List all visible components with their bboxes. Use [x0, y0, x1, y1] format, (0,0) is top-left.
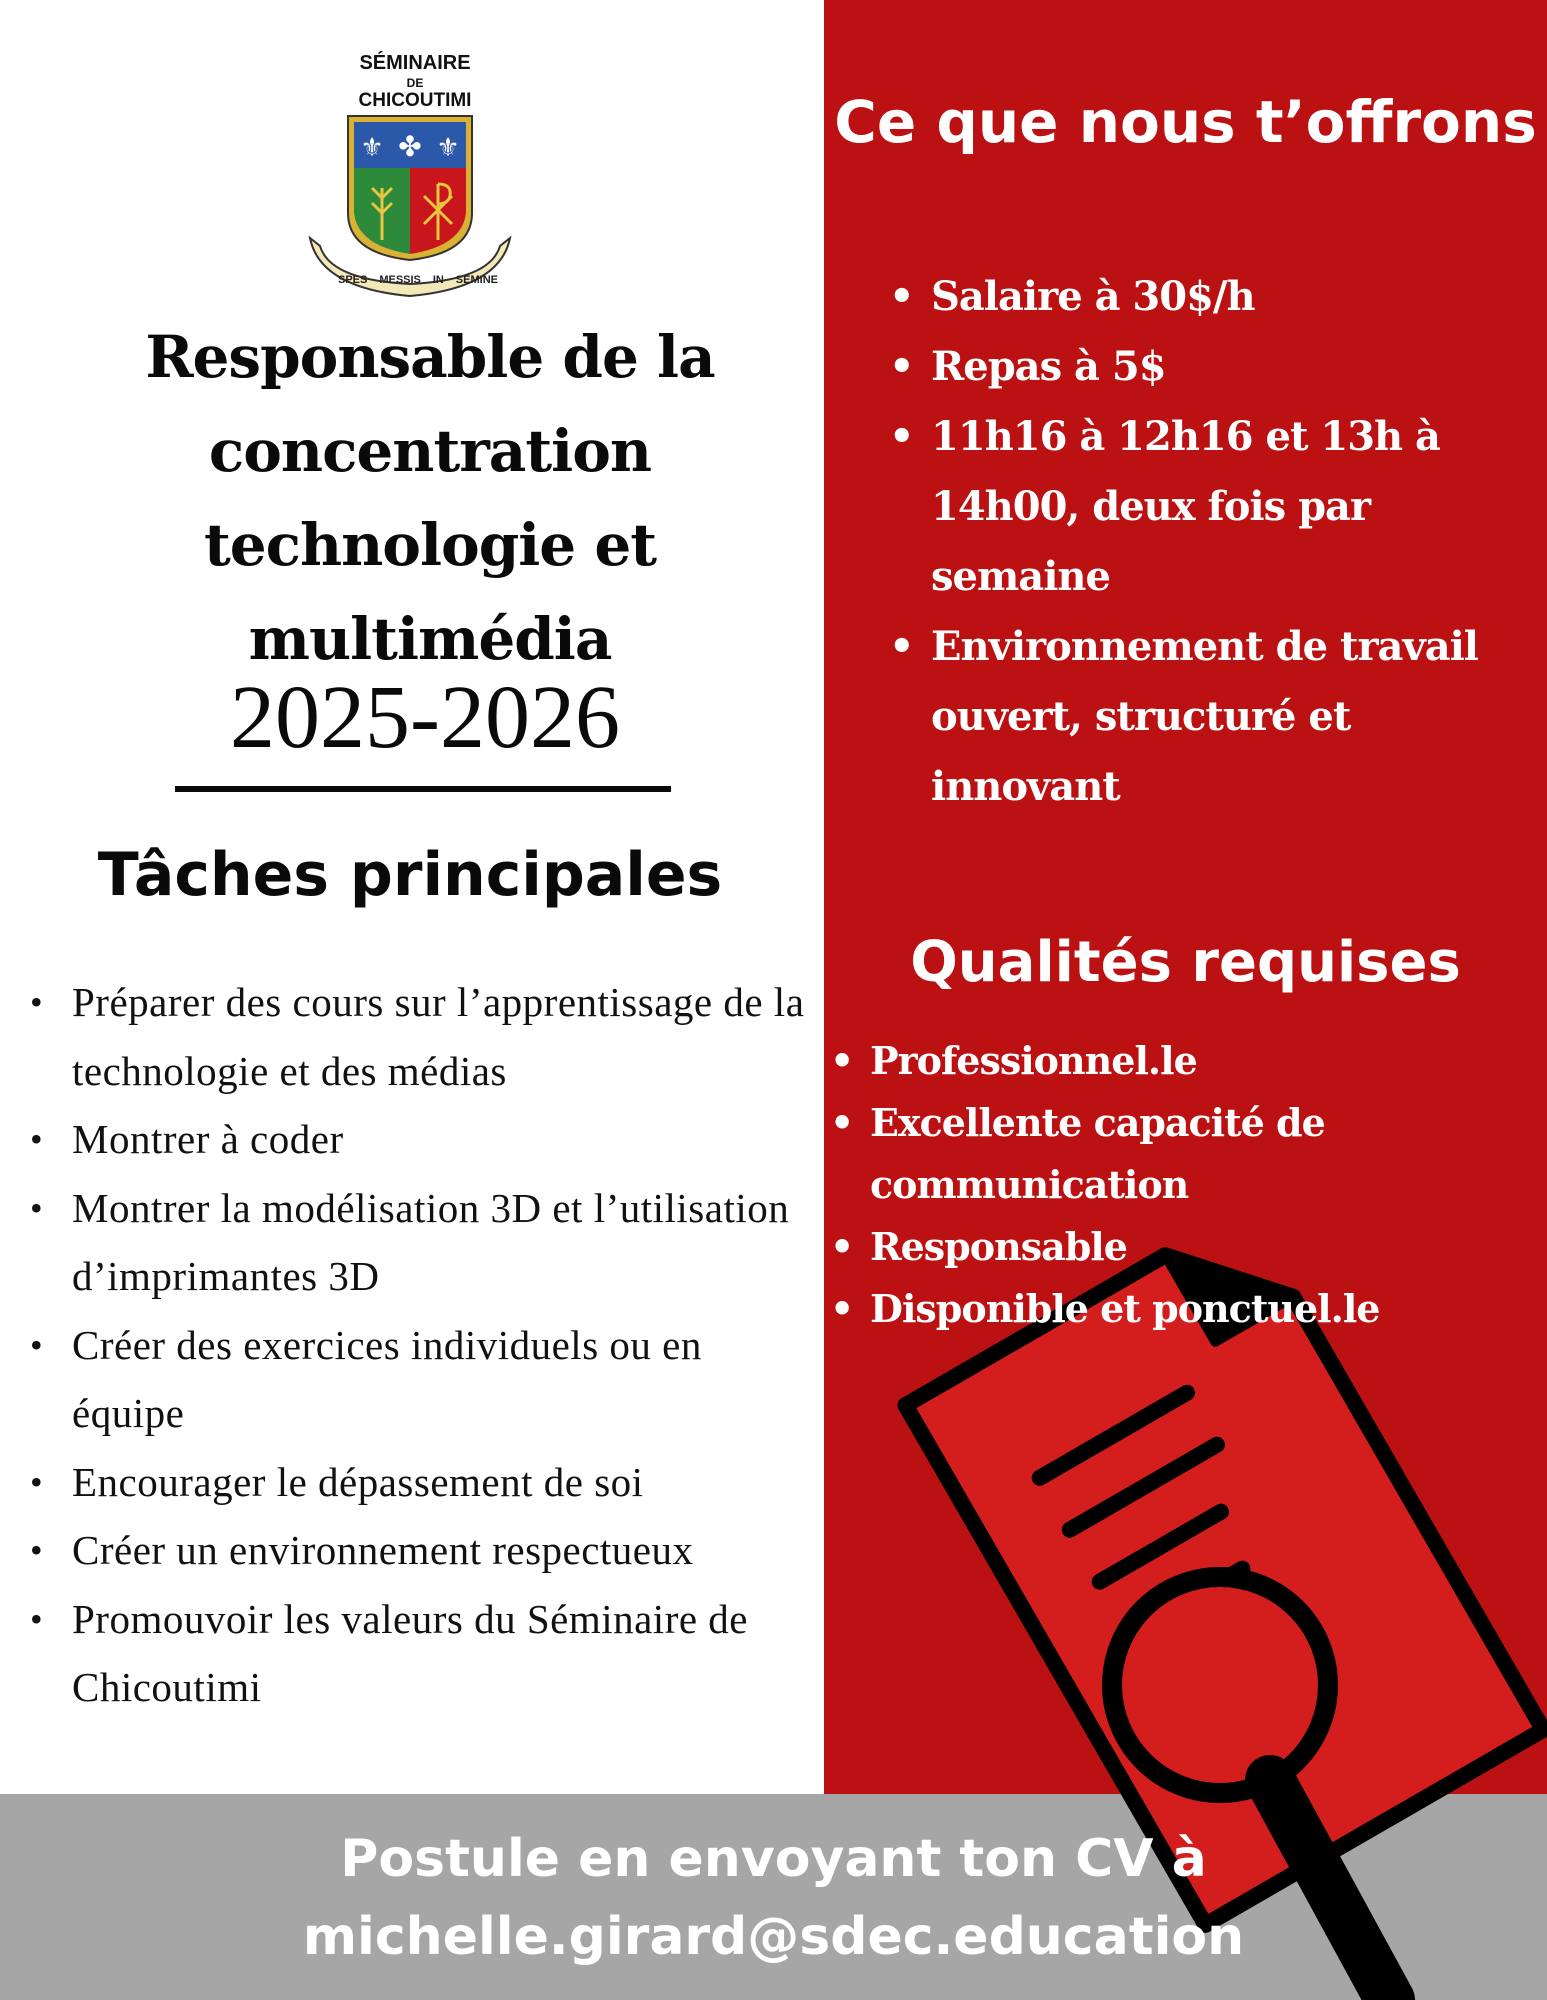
- contact-email[interactable]: michelle.girard@sdec.education: [302, 1907, 1245, 1967]
- list-item: • Créer un environnement respectueux: [30, 1516, 820, 1585]
- motto-word: MESSIS: [379, 274, 421, 286]
- list-item: • 11h16 à 12h16 et 13h à 14h00, deux fois par semaine: [885, 402, 1535, 612]
- svg-text:⚜: ⚜: [360, 133, 384, 163]
- seminaire-logo: [300, 48, 530, 308]
- list-item: • Préparer des cours sur l’apprentissage de la technologie et des médias: [30, 968, 820, 1105]
- list-item: • Excellente capacité de communication: [826, 1092, 1526, 1216]
- list-item: • Montrer la modélisation 3D et l’utilisation d’imprimantes 3D: [30, 1174, 820, 1311]
- list-item: • Responsable: [826, 1216, 1526, 1278]
- logo-motto: [338, 274, 498, 286]
- list-item: • Montrer à coder: [30, 1105, 820, 1174]
- job-title: Responsable de la concentration technologie et multimédia: [145, 323, 715, 673]
- taches-heading: Tâches principales: [97, 840, 723, 910]
- motto-word: SPES: [338, 274, 368, 286]
- motto-word: IN: [432, 274, 444, 286]
- taches-list: [30, 968, 820, 1722]
- logo-name-line3: CHICOUTIMI: [358, 90, 472, 111]
- offre-list: [885, 262, 1535, 822]
- footer-line1: Postule en envoyant ton CV à: [340, 1829, 1207, 1889]
- svg-text:⚜: ⚜: [436, 133, 460, 163]
- list-item: • Disponible et ponctuel.le: [826, 1278, 1526, 1340]
- list-item: • Salaire à 30$/h: [885, 262, 1535, 332]
- qualites-heading: Qualités requises: [910, 930, 1461, 995]
- footer-cta: [0, 1820, 1547, 1976]
- svg-text:✤: ✤: [398, 130, 422, 163]
- list-item: • Créer des exercices individuels ou en équipe: [30, 1311, 820, 1448]
- coat-of-arms-icon: [300, 48, 530, 308]
- logo-name-line2: DE: [406, 76, 424, 90]
- motto-word: SEMINE: [455, 274, 498, 286]
- list-item: • Environnement de travail ouvert, structuré et innovant: [885, 612, 1535, 822]
- qualites-list: [826, 1030, 1526, 1340]
- list-item: • Promouvoir les valeurs du Séminaire de Chicoutimi: [30, 1585, 820, 1722]
- school-year: 2025-2026: [230, 668, 620, 767]
- list-item: • Encourager le dépassement de soi: [30, 1448, 820, 1517]
- list-item: • Repas à 5$: [885, 332, 1535, 402]
- logo-name-line1: SÉMINAIRE: [359, 52, 471, 74]
- offre-heading: Ce que nous t’offrons: [834, 88, 1537, 156]
- title-divider: [175, 786, 671, 792]
- list-item: • Professionnel.le: [826, 1030, 1526, 1092]
